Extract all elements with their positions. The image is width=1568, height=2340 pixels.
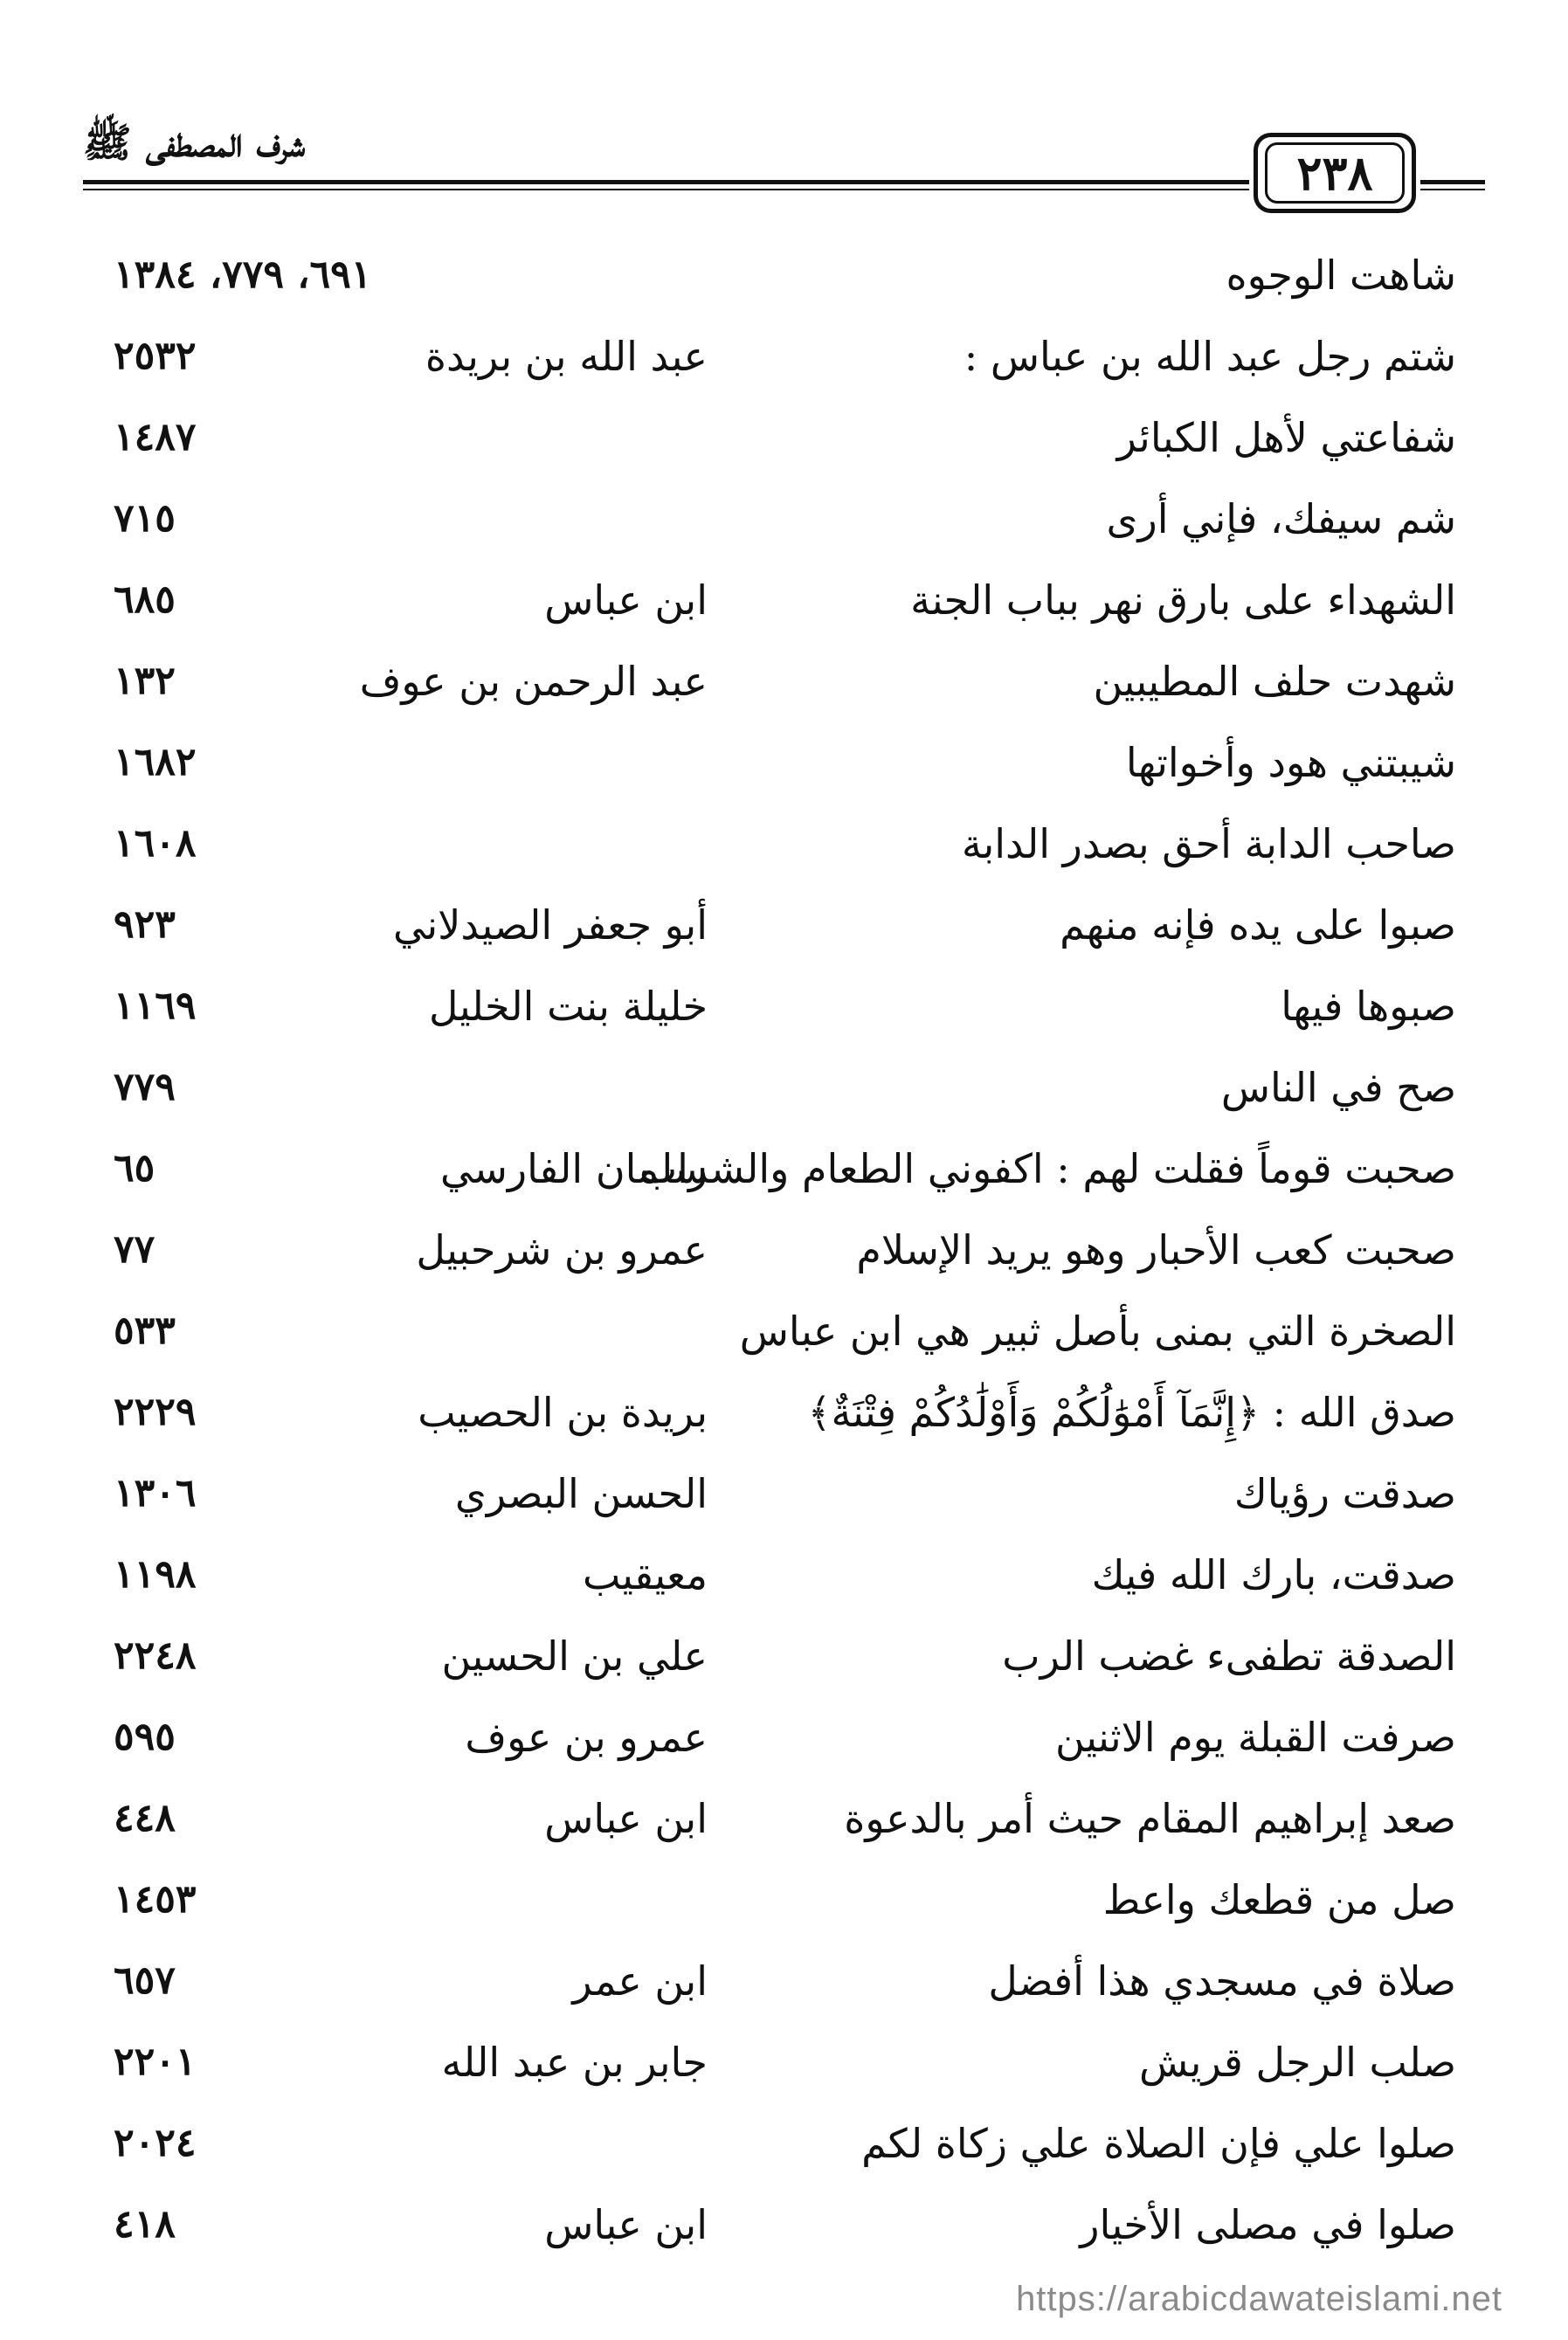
narrator: عمرو بن شرحبيل — [416, 1226, 708, 1274]
index-row — [0, 2190, 1568, 2260]
reference-number: ٩٢٣ — [114, 902, 176, 947]
hadith-text: صرفت القبلة يوم الاثنين — [1055, 1714, 1456, 1761]
reference-number: ١١٦٩ — [114, 984, 197, 1028]
page-number: ٢٣٨ — [1265, 142, 1405, 204]
narrator: بريدة بن الحصيب — [418, 1389, 708, 1436]
reference-number: ٧٧٩ — [114, 1065, 176, 1109]
reference-number: ٧٧ — [114, 1227, 155, 1272]
index-row — [0, 890, 1568, 960]
index-row — [0, 1784, 1568, 1853]
hadith-text: صبوها فيها — [1281, 983, 1456, 1030]
index-row — [0, 1377, 1568, 1447]
reference-number: ٥٩٥ — [114, 1715, 176, 1759]
hadith-text: شتم رجل عبد الله بن عباس : — [964, 333, 1456, 380]
reference-number: ١٤٨٧ — [114, 415, 197, 459]
reference-number: ٦٥ — [114, 1146, 155, 1191]
reference-number: ٢٢٢٩ — [114, 1390, 197, 1434]
header-rule-right-thick — [1420, 180, 1485, 184]
reference-number: ١٤٥٣ — [114, 1877, 197, 1922]
index-row — [0, 240, 1568, 310]
hadith-text: الصدقة تطفىء غضب الرب — [1002, 1632, 1456, 1680]
narrator: ابن عباس — [544, 1795, 708, 1842]
reference-number: ٢٥٣٢ — [114, 334, 197, 378]
index-row — [0, 1865, 1568, 1935]
narrator: عمرو بن عوف — [465, 1714, 708, 1761]
narrator: عبد الله بن بريدة — [425, 333, 708, 380]
index-row — [0, 1946, 1568, 2016]
index-row — [0, 1702, 1568, 1772]
hadith-text: الصخرة التي بمنى بأصل ثبير هي ابن عباس — [739, 1308, 1456, 1355]
narrator: سلمان الفارسي — [440, 1145, 708, 1192]
hadith-text: صدق الله : ﴿إِنَّمَآ أَمْوَٰلُكُمْ وَأَوْلَٰدُكُمْ فِتْنَةٌ﴾ — [807, 1389, 1456, 1436]
hadith-text: الشهداء على بارق نهر بباب الجنة — [910, 576, 1456, 624]
index-row — [0, 403, 1568, 473]
index-row — [0, 1053, 1568, 1122]
hadith-text: صلاة في مسجدي هذا أفضل — [988, 1957, 1456, 2005]
reference-number: ٢٢٠١ — [114, 2040, 197, 2084]
hadith-text: صبوا على يده فإنه منهم — [1060, 901, 1456, 949]
reference-number: ٤٤٨ — [114, 1796, 176, 1840]
reference-number: ١٦٨٢ — [114, 740, 197, 784]
index-row — [0, 1459, 1568, 1529]
index-row — [0, 1296, 1568, 1366]
hadith-text: صح في الناس — [1220, 1064, 1456, 1111]
reference-number: ٤١٨ — [114, 2202, 176, 2247]
index-row — [0, 1621, 1568, 1691]
narrator: أبو جعفر الصيدلاني — [393, 901, 708, 949]
index-row — [0, 1215, 1568, 1285]
hadith-text: شيبتني هود وأخواتها — [1125, 739, 1456, 786]
hadith-text: شاهت الوجوه — [1226, 252, 1456, 299]
hadith-text: صلب الرجل قريش — [1139, 2039, 1456, 2086]
narrator: ابن عباس — [544, 2201, 708, 2248]
page-header — [0, 0, 1568, 201]
index-row — [0, 728, 1568, 797]
index-row — [0, 565, 1568, 635]
reference-number: ٥٣٣ — [114, 1308, 176, 1353]
narrator: معيقيب — [582, 1551, 708, 1598]
narrator: خليلة بنت الخليل — [429, 983, 708, 1030]
reference-number: ٦٩١، ٧٧٩، ١٣٨٤ — [114, 252, 372, 297]
page-number-frame — [1254, 133, 1416, 213]
index-row — [0, 1134, 1568, 1204]
narrator: علي بن الحسين — [441, 1632, 708, 1680]
reference-number: ٢٠٢٤ — [114, 2121, 197, 2165]
index-row — [0, 484, 1568, 554]
hadith-text: صعد إبراهيم المقام حيث أمر بالدعوة — [844, 1795, 1456, 1842]
index-row — [0, 321, 1568, 391]
hadith-text: صل من قطعك واعط — [1102, 1876, 1456, 1923]
hadith-text: صدقت رؤياك — [1233, 1470, 1456, 1517]
hadith-text: صدقت، بارك الله فيك — [1091, 1551, 1456, 1598]
reference-number: ١١٩٨ — [114, 1552, 197, 1597]
reference-number: ٢٢٤٨ — [114, 1633, 197, 1678]
narrator: الحسن البصري — [454, 1470, 708, 1517]
narrator: جابر بن عبد الله — [441, 2039, 708, 2086]
reference-number: ١٣٢ — [114, 659, 176, 703]
reference-number: ٦٥٧ — [114, 1958, 176, 2003]
index-row — [0, 2109, 1568, 2178]
header-rule-left-thin — [83, 189, 1249, 190]
index-row — [0, 971, 1568, 1041]
hadith-text: صاحب الدابة أحق بصدر الدابة — [961, 820, 1456, 867]
hadith-text: صحبت كعب الأحبار وهو يريد الإسلام — [856, 1226, 1456, 1274]
hadith-text: صلوا في مصلى الأخيار — [1080, 2201, 1456, 2248]
reference-number: ٧١٥ — [114, 496, 176, 541]
hadith-text: شهدت حلف المطيبين — [1093, 658, 1456, 705]
watermark-url: https://arabicdawateislami.net — [1016, 2280, 1502, 2318]
hadith-text: صلوا علي فإن الصلاة علي زكاة لكم — [861, 2120, 1456, 2167]
reference-number: ١٦٠٨ — [114, 821, 197, 866]
index-row — [0, 646, 1568, 716]
header-rule-right-thin — [1420, 189, 1485, 190]
index-row — [0, 809, 1568, 879]
index-row — [0, 2027, 1568, 2097]
hadith-text: شفاعتي لأهل الكبائر — [1116, 414, 1456, 461]
narrator: ابن عمر — [572, 1957, 708, 2005]
narrator: عبد الرحمن بن عوف — [359, 658, 708, 705]
reference-number: ١٣٠٦ — [114, 1471, 197, 1515]
hadith-text: شم سيفك، فإني أرى — [1106, 495, 1456, 542]
index-row — [0, 1540, 1568, 1610]
header-rule-left-thick — [83, 180, 1249, 184]
running-title: شرف المصطفى ﷺ — [83, 119, 306, 166]
reference-number: ٦٨٥ — [114, 577, 176, 622]
hadith-text: صحبت قوماً فقلت لهم : اكفوني الطعام والشراب — [639, 1145, 1456, 1192]
narrator: ابن عباس — [544, 576, 708, 624]
